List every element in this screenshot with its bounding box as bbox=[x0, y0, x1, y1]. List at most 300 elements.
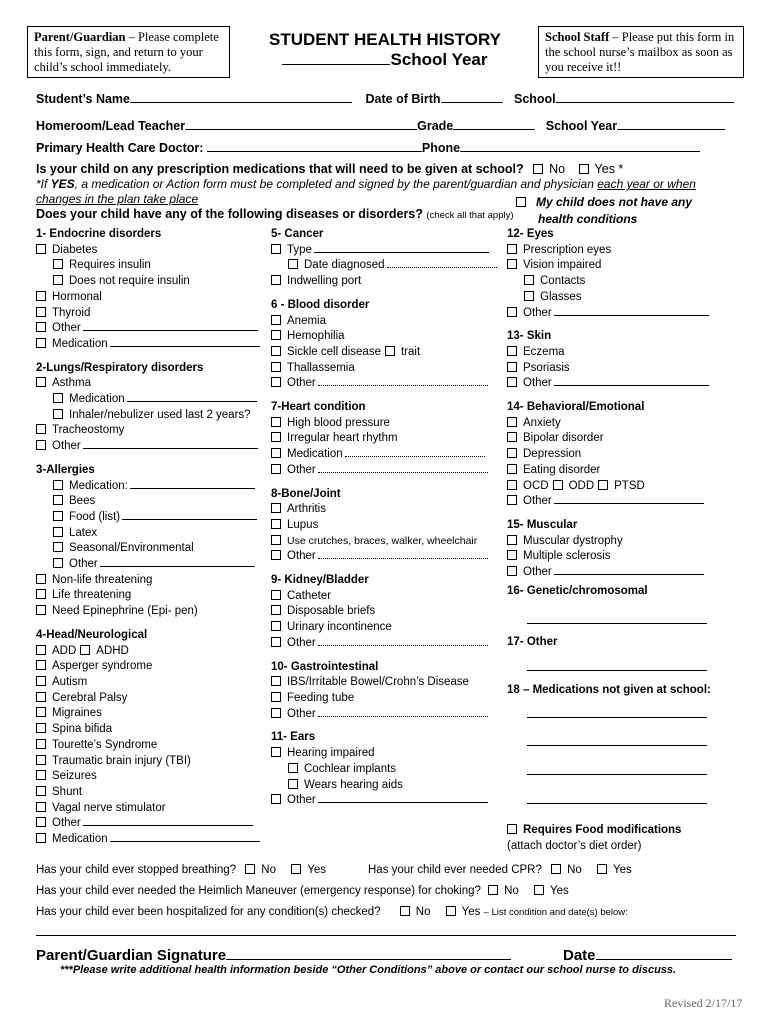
section-heading: 6 - Blood disorder bbox=[271, 298, 370, 311]
write-in-field[interactable] bbox=[110, 832, 260, 842]
condition-checkbox[interactable] bbox=[271, 275, 281, 285]
diseases-question: Does your child have any of the following diseases or disorders? (check all that apply) bbox=[36, 207, 514, 221]
condition-checkbox[interactable] bbox=[271, 590, 281, 600]
dob-field[interactable] bbox=[441, 90, 503, 103]
condition-label: PTSD bbox=[614, 479, 645, 492]
condition-checkbox[interactable] bbox=[80, 645, 90, 655]
section-heading: 2-Lungs/Respiratory disorders bbox=[36, 361, 204, 374]
condition-label: Arthritis bbox=[287, 503, 326, 516]
doctor-field[interactable] bbox=[207, 139, 422, 152]
condition-item-type bbox=[271, 243, 501, 259]
date-field[interactable] bbox=[596, 945, 732, 960]
condition-checkbox[interactable] bbox=[36, 574, 46, 584]
condition-item-inhaler-nebulizer-used-last-2-years bbox=[36, 408, 261, 424]
condition-item-indwelling-port bbox=[271, 274, 501, 290]
condition-checkbox[interactable] bbox=[36, 338, 46, 348]
condition-item-other bbox=[271, 707, 501, 723]
condition-label: Other bbox=[52, 440, 81, 453]
student-name-field[interactable] bbox=[130, 90, 352, 103]
heimlich-yes-checkbox[interactable] bbox=[534, 885, 544, 895]
meds-heading: 18 – Medications not given at school: bbox=[507, 683, 711, 696]
staff-instructions: – Please put this form in the school nurse’s mailbox as soon as you receive it!! bbox=[545, 30, 735, 74]
condition-checkbox[interactable] bbox=[507, 346, 517, 356]
condition-checkbox[interactable] bbox=[36, 692, 46, 702]
condition-label: Eczema bbox=[523, 345, 565, 358]
condition-item-sickle-cell-disease bbox=[271, 345, 501, 361]
hospital-yes-checkbox[interactable] bbox=[446, 906, 456, 916]
no-conditions-option-2: health conditions bbox=[538, 212, 638, 226]
condition-checkbox[interactable] bbox=[271, 621, 281, 631]
rx-no-checkbox[interactable] bbox=[533, 164, 543, 174]
condition-label: Glasses bbox=[540, 290, 582, 303]
condition-label: Muscular dystrophy bbox=[523, 534, 623, 547]
condition-checkbox[interactable] bbox=[507, 417, 517, 427]
grade-field[interactable] bbox=[453, 117, 535, 130]
write-in-field[interactable] bbox=[318, 549, 488, 559]
condition-checkbox[interactable] bbox=[553, 480, 563, 490]
rx-note-2: changes in the plan take place bbox=[36, 192, 199, 206]
condition-item-tracheostomy bbox=[36, 423, 261, 439]
condition-item-traumatic-brain-injury-tbi bbox=[36, 754, 261, 770]
condition-checkbox[interactable] bbox=[271, 315, 281, 325]
condition-item-anemia bbox=[271, 314, 501, 330]
condition-checkbox[interactable] bbox=[36, 833, 46, 843]
condition-checkbox[interactable] bbox=[271, 417, 281, 427]
rx-yes-checkbox[interactable] bbox=[579, 164, 589, 174]
condition-checkbox[interactable] bbox=[507, 495, 517, 505]
condition-label: Medication: bbox=[69, 479, 128, 492]
condition-item-eczema bbox=[507, 345, 737, 361]
condition-checkbox[interactable] bbox=[271, 330, 281, 340]
condition-checkbox[interactable] bbox=[288, 259, 298, 269]
school-field[interactable] bbox=[556, 90, 734, 103]
school-year-blank[interactable] bbox=[282, 50, 390, 65]
hospital-list-line[interactable] bbox=[36, 935, 736, 936]
condition-item-cochlear-implants bbox=[271, 762, 501, 778]
meds-field-1[interactable] bbox=[527, 708, 707, 718]
condition-checkbox[interactable] bbox=[271, 519, 281, 529]
condition-label: ADHD bbox=[96, 644, 129, 657]
condition-checkbox[interactable] bbox=[271, 747, 281, 757]
condition-label: Diabetes bbox=[52, 243, 98, 256]
condition-checkbox[interactable] bbox=[36, 707, 46, 717]
condition-label: Vision impaired bbox=[523, 259, 602, 272]
doctor-label: Primary Health Care Doctor: bbox=[36, 141, 207, 155]
condition-item-depression bbox=[507, 447, 737, 463]
rx-question-row bbox=[36, 162, 623, 176]
write-in-field[interactable] bbox=[130, 479, 255, 489]
staff-label: School Staff bbox=[545, 30, 610, 44]
section-heading: 10- Gastrointestinal bbox=[271, 660, 379, 673]
write-in-field[interactable] bbox=[83, 816, 253, 826]
column-3 bbox=[507, 227, 737, 581]
condition-item-vision-impaired bbox=[507, 258, 737, 274]
condition-checkbox[interactable] bbox=[507, 550, 517, 560]
hospital-note: – List condition and date(s) below: bbox=[483, 907, 628, 918]
condition-label: Other bbox=[287, 463, 316, 476]
condition-label: Bees bbox=[69, 495, 96, 508]
grade-label: Grade bbox=[417, 119, 454, 133]
condition-checkbox[interactable] bbox=[36, 589, 46, 599]
condition-item-wears-hearing-aids bbox=[271, 778, 501, 794]
condition-label: Seizures bbox=[52, 770, 97, 783]
condition-checkbox[interactable] bbox=[271, 708, 281, 718]
write-in-field[interactable] bbox=[122, 510, 257, 520]
condition-item-use-crutches-braces-walker-wheelchair bbox=[271, 534, 501, 550]
hospital-no-checkbox[interactable] bbox=[400, 906, 410, 916]
condition-item-autism bbox=[36, 675, 261, 691]
condition-label: Hearing impaired bbox=[287, 747, 375, 760]
condition-item-other bbox=[271, 793, 501, 809]
condition-item-bees bbox=[36, 494, 261, 510]
condition-checkbox[interactable] bbox=[271, 535, 281, 545]
section-heading: 12- Eyes bbox=[507, 228, 554, 240]
write-in-field[interactable] bbox=[554, 376, 709, 386]
condition-item-spina-bifida bbox=[36, 722, 261, 738]
condition-label: High blood pressure bbox=[287, 416, 390, 429]
condition-item-diabetes bbox=[36, 243, 261, 259]
condition-checkbox[interactable] bbox=[53, 511, 63, 521]
condition-checkbox[interactable] bbox=[271, 346, 281, 356]
condition-checkbox[interactable] bbox=[53, 409, 63, 419]
condition-label: Medication bbox=[52, 337, 108, 350]
condition-item-cerebral-palsy bbox=[36, 691, 261, 707]
food-mod-row: Requires Food modifications bbox=[507, 823, 737, 839]
condition-checkbox[interactable] bbox=[36, 291, 46, 301]
write-in-field[interactable] bbox=[554, 565, 704, 575]
write-in-field[interactable] bbox=[100, 557, 255, 567]
condition-label: Migraines bbox=[52, 707, 102, 720]
condition-item-need-epinephrine-epi-pen bbox=[36, 604, 261, 620]
condition-item-other bbox=[36, 816, 261, 832]
condition-label: Cochlear implants bbox=[304, 762, 397, 775]
heimlich-no-checkbox[interactable] bbox=[488, 885, 498, 895]
condition-label: Other bbox=[287, 636, 316, 649]
condition-item-asthma bbox=[36, 376, 261, 392]
condition-checkbox[interactable] bbox=[36, 244, 46, 254]
parent-label: Parent/Guardian bbox=[34, 30, 126, 44]
condition-checkbox[interactable] bbox=[53, 527, 63, 537]
condition-checkbox[interactable] bbox=[598, 480, 608, 490]
condition-label: Asperger syndrome bbox=[52, 660, 153, 673]
condition-label: Medication bbox=[52, 833, 108, 846]
condition-checkbox[interactable] bbox=[36, 723, 46, 733]
condition-label: Other bbox=[287, 550, 316, 563]
condition-label: Asthma bbox=[52, 377, 91, 390]
condition-item-other bbox=[507, 565, 737, 581]
condition-checkbox[interactable] bbox=[271, 432, 281, 442]
condition-checkbox[interactable] bbox=[385, 346, 395, 356]
condition-item-food-list bbox=[36, 510, 261, 526]
condition-checkbox[interactable] bbox=[36, 424, 46, 434]
condition-checkbox[interactable] bbox=[271, 448, 281, 458]
condition-item-other bbox=[36, 557, 261, 573]
condition-item-ibs-irritable-bowel-crohn-s-disease bbox=[271, 675, 501, 691]
condition-item-other bbox=[271, 376, 501, 392]
condition-checkbox[interactable] bbox=[36, 817, 46, 827]
form-title bbox=[240, 30, 530, 70]
condition-label: Spina bifida bbox=[52, 723, 113, 736]
condition-label: Date diagnosed bbox=[304, 259, 385, 272]
condition-checkbox[interactable] bbox=[507, 448, 517, 458]
condition-label: Vagal nerve stimulator bbox=[52, 801, 166, 814]
write-in-field[interactable] bbox=[127, 392, 257, 402]
condition-label: Inhaler/nebulizer used last 2 years? bbox=[69, 408, 251, 421]
condition-label: Tracheostomy bbox=[52, 424, 125, 437]
condition-label: Medication bbox=[287, 448, 343, 461]
form-title-line2: School Year bbox=[390, 50, 488, 69]
condition-label: Shunt bbox=[52, 785, 83, 798]
condition-label: Disposable briefs bbox=[287, 605, 376, 618]
condition-checkbox[interactable] bbox=[36, 786, 46, 796]
condition-item-other bbox=[271, 549, 501, 565]
write-in-field[interactable] bbox=[83, 321, 258, 331]
school-year-field[interactable] bbox=[617, 117, 725, 130]
school-year-label: School Year bbox=[545, 119, 618, 133]
condition-label: Irregular heart rhythm bbox=[287, 432, 398, 445]
condition-label: Prescription eyes bbox=[523, 243, 612, 256]
condition-checkbox[interactable] bbox=[271, 605, 281, 615]
condition-label: Cerebral Palsy bbox=[52, 691, 128, 704]
condition-checkbox[interactable] bbox=[288, 763, 298, 773]
rx-note: *If YES, a medication or Action form must be completed and signed by the parent/guardian and physician each year or when bbox=[36, 177, 696, 191]
write-in-field[interactable] bbox=[83, 439, 258, 449]
heimlich-question-row: Has your child ever needed the Heimlich Maneuver (emergency response) for choking? No Yes bbox=[36, 885, 569, 897]
condition-item-other bbox=[36, 439, 261, 455]
condition-label: ADD bbox=[52, 644, 77, 657]
condition-item-hormonal bbox=[36, 290, 261, 306]
condition-item-multiple-sclerosis bbox=[507, 549, 737, 565]
condition-checkbox[interactable] bbox=[271, 692, 281, 702]
condition-checkbox[interactable] bbox=[36, 660, 46, 670]
rx-question: Is your child on any prescription medications that will need to be given at school? bbox=[36, 162, 524, 176]
signature-row: Parent/Guardian Signature bbox=[36, 945, 511, 964]
condition-checkbox[interactable] bbox=[507, 259, 517, 269]
condition-checkbox[interactable] bbox=[271, 503, 281, 513]
condition-checkbox[interactable] bbox=[271, 464, 281, 474]
cpr-yes-checkbox[interactable] bbox=[597, 864, 607, 874]
condition-label: Other bbox=[287, 794, 316, 807]
condition-label: Thyroid bbox=[52, 306, 91, 319]
condition-item-thyroid bbox=[36, 306, 261, 322]
homeroom-field[interactable] bbox=[185, 117, 417, 130]
condition-checkbox[interactable] bbox=[271, 377, 281, 387]
condition-item-latex bbox=[36, 526, 261, 542]
write-in-field[interactable] bbox=[318, 636, 488, 646]
meds-field-4[interactable] bbox=[527, 794, 707, 804]
genetic-field[interactable] bbox=[527, 614, 707, 624]
meds-field-2[interactable] bbox=[527, 736, 707, 746]
condition-item-urinary-incontinence bbox=[271, 620, 501, 636]
condition-item-ocd bbox=[507, 479, 737, 495]
condition-checkbox[interactable] bbox=[524, 291, 534, 301]
condition-checkbox[interactable] bbox=[271, 676, 281, 686]
condition-checkbox[interactable] bbox=[36, 755, 46, 765]
condition-label: Feeding tube bbox=[287, 691, 355, 704]
section-heading: 5- Cancer bbox=[271, 228, 324, 240]
condition-checkbox[interactable] bbox=[36, 770, 46, 780]
write-in-field[interactable] bbox=[554, 306, 709, 316]
condition-label: Seasonal/Environmental bbox=[69, 542, 194, 555]
write-in-field[interactable] bbox=[318, 463, 488, 473]
no-conditions-checkbox[interactable] bbox=[516, 197, 526, 207]
condition-label: Sickle cell disease bbox=[287, 345, 381, 358]
condition-item-psoriasis bbox=[507, 361, 737, 377]
condition-checkbox[interactable] bbox=[507, 377, 517, 387]
section-heading: 4-Head/Neurological bbox=[36, 628, 148, 641]
condition-label: Life threatening bbox=[52, 589, 132, 602]
condition-item-other bbox=[36, 321, 261, 337]
write-in-field[interactable] bbox=[318, 707, 488, 717]
phone-label: Phone bbox=[421, 141, 461, 155]
write-in-field[interactable] bbox=[314, 243, 489, 253]
condition-label: Anemia bbox=[287, 314, 326, 327]
condition-item-vagal-nerve-stimulator bbox=[36, 801, 261, 817]
condition-item-hemophilia bbox=[271, 329, 501, 345]
condition-checkbox[interactable] bbox=[53, 542, 63, 552]
condition-checkbox[interactable] bbox=[524, 275, 534, 285]
hospital-question-row: Has your child ever been hospitalized for any condition(s) checked? No Yes – List condition and date(s) below: bbox=[36, 906, 628, 918]
write-in-field[interactable] bbox=[387, 258, 497, 268]
condition-label: Wears hearing aids bbox=[304, 778, 403, 791]
condition-checkbox[interactable] bbox=[507, 535, 517, 545]
condition-label: Other bbox=[287, 377, 316, 390]
condition-item-anxiety bbox=[507, 416, 737, 432]
condition-label: Other bbox=[287, 707, 316, 720]
condition-label: Urinary incontinence bbox=[287, 621, 392, 634]
condition-checkbox[interactable] bbox=[36, 307, 46, 317]
doctor-row bbox=[36, 139, 700, 155]
no-conditions-option: My child does not have any bbox=[516, 195, 692, 209]
condition-label: Medication bbox=[69, 393, 125, 406]
phone-field[interactable] bbox=[460, 139, 700, 152]
other-field[interactable] bbox=[527, 661, 707, 671]
condition-item-other bbox=[507, 494, 737, 510]
condition-label: Thallassemia bbox=[287, 361, 355, 374]
food-mod-checkbox[interactable] bbox=[507, 824, 517, 834]
condition-checkbox[interactable] bbox=[507, 362, 517, 372]
parent-instructions-box bbox=[27, 26, 230, 78]
cpr-no-checkbox[interactable] bbox=[551, 864, 561, 874]
condition-label: Latex bbox=[69, 526, 98, 539]
diet-note: (attach doctor’s diet order) bbox=[507, 840, 642, 853]
genetic-heading: 16- Genetic/chromosomal bbox=[507, 585, 648, 597]
condition-checkbox[interactable] bbox=[36, 802, 46, 812]
condition-checkbox[interactable] bbox=[53, 393, 63, 403]
condition-checkbox[interactable] bbox=[288, 779, 298, 789]
condition-item-other bbox=[271, 636, 501, 652]
condition-item-seizures bbox=[36, 769, 261, 785]
condition-label: Indwelling port bbox=[287, 275, 362, 288]
condition-checkbox[interactable] bbox=[53, 275, 63, 285]
condition-checkbox[interactable] bbox=[36, 377, 46, 387]
section-heading: 15- Muscular bbox=[507, 518, 578, 531]
condition-checkbox[interactable] bbox=[507, 480, 517, 490]
signature-field[interactable] bbox=[226, 945, 511, 960]
condition-checkbox[interactable] bbox=[36, 605, 46, 615]
condition-item-medication bbox=[36, 392, 261, 408]
condition-checkbox[interactable] bbox=[36, 440, 46, 450]
condition-label: Multiple sclerosis bbox=[523, 550, 611, 563]
meds-field-3[interactable] bbox=[527, 765, 707, 775]
condition-item-asperger-syndrome bbox=[36, 659, 261, 675]
write-in-field[interactable] bbox=[345, 447, 485, 457]
condition-label: Other bbox=[523, 495, 552, 508]
write-in-field[interactable] bbox=[318, 793, 488, 803]
write-in-field[interactable] bbox=[554, 494, 704, 504]
breathing-no-checkbox[interactable] bbox=[245, 864, 255, 874]
condition-checkbox[interactable] bbox=[507, 566, 517, 576]
condition-checkbox[interactable] bbox=[271, 550, 281, 560]
condition-item-medication bbox=[36, 337, 261, 353]
cpr-question-row: Has your child ever needed CPR? No Yes bbox=[368, 864, 632, 876]
condition-checkbox[interactable] bbox=[36, 645, 46, 655]
condition-label: Use crutches, braces, walker, wheelchair bbox=[287, 534, 478, 547]
condition-item-other bbox=[507, 306, 737, 322]
condition-checkbox[interactable] bbox=[53, 480, 63, 490]
rx-no-label: No bbox=[549, 162, 566, 176]
condition-label: Type bbox=[287, 243, 312, 256]
section-heading: 13- Skin bbox=[507, 330, 552, 343]
condition-label: trait bbox=[400, 345, 421, 358]
condition-label: Tourette’s Syndrome bbox=[52, 738, 158, 751]
condition-item-muscular-dystrophy bbox=[507, 534, 737, 550]
condition-item-medication bbox=[36, 832, 261, 848]
condition-checkbox[interactable] bbox=[271, 794, 281, 804]
condition-checkbox[interactable] bbox=[507, 244, 517, 254]
condition-checkbox[interactable] bbox=[507, 432, 517, 442]
breathing-yes-checkbox[interactable] bbox=[291, 864, 301, 874]
condition-checkbox[interactable] bbox=[36, 739, 46, 749]
condition-label: Other bbox=[52, 322, 81, 335]
condition-checkbox[interactable] bbox=[36, 322, 46, 332]
condition-label: Psoriasis bbox=[523, 361, 570, 374]
condition-label: Other bbox=[52, 817, 81, 830]
section-heading: 14- Behavioral/Emotional bbox=[507, 401, 645, 414]
condition-checkbox[interactable] bbox=[53, 558, 63, 568]
condition-label: Requires insulin bbox=[69, 259, 151, 272]
condition-checkbox[interactable] bbox=[507, 307, 517, 317]
condition-item-arthritis bbox=[271, 502, 501, 518]
condition-item-seasonal-environmental bbox=[36, 541, 261, 557]
condition-label: Other bbox=[69, 558, 98, 571]
condition-label: ODD bbox=[568, 479, 595, 492]
condition-item-migraines bbox=[36, 706, 261, 722]
condition-item-requires-insulin bbox=[36, 258, 261, 274]
condition-checkbox[interactable] bbox=[507, 464, 517, 474]
condition-item-other bbox=[507, 376, 737, 392]
condition-checkbox[interactable] bbox=[53, 259, 63, 269]
condition-checkbox[interactable] bbox=[53, 495, 63, 505]
condition-checkbox[interactable] bbox=[271, 637, 281, 647]
condition-checkbox[interactable] bbox=[271, 244, 281, 254]
section-heading: 1- Endocrine disorders bbox=[36, 228, 162, 240]
section-heading: 8-Bone/Joint bbox=[271, 487, 341, 500]
write-in-field[interactable] bbox=[318, 376, 488, 386]
condition-item-thallassemia bbox=[271, 361, 501, 377]
condition-label: Other bbox=[523, 377, 552, 390]
student-name-label: Student’s Name bbox=[36, 92, 131, 106]
condition-item-prescription-eyes bbox=[507, 243, 737, 259]
condition-label: Traumatic brain injury (TBI) bbox=[52, 754, 191, 767]
write-in-field[interactable] bbox=[110, 337, 260, 347]
condition-item-other bbox=[271, 463, 501, 479]
condition-checkbox[interactable] bbox=[271, 362, 281, 372]
condition-item-feeding-tube bbox=[271, 691, 501, 707]
condition-label: Eating disorder bbox=[523, 463, 601, 476]
condition-checkbox[interactable] bbox=[36, 676, 46, 686]
condition-item-bipolar-disorder bbox=[507, 431, 737, 447]
